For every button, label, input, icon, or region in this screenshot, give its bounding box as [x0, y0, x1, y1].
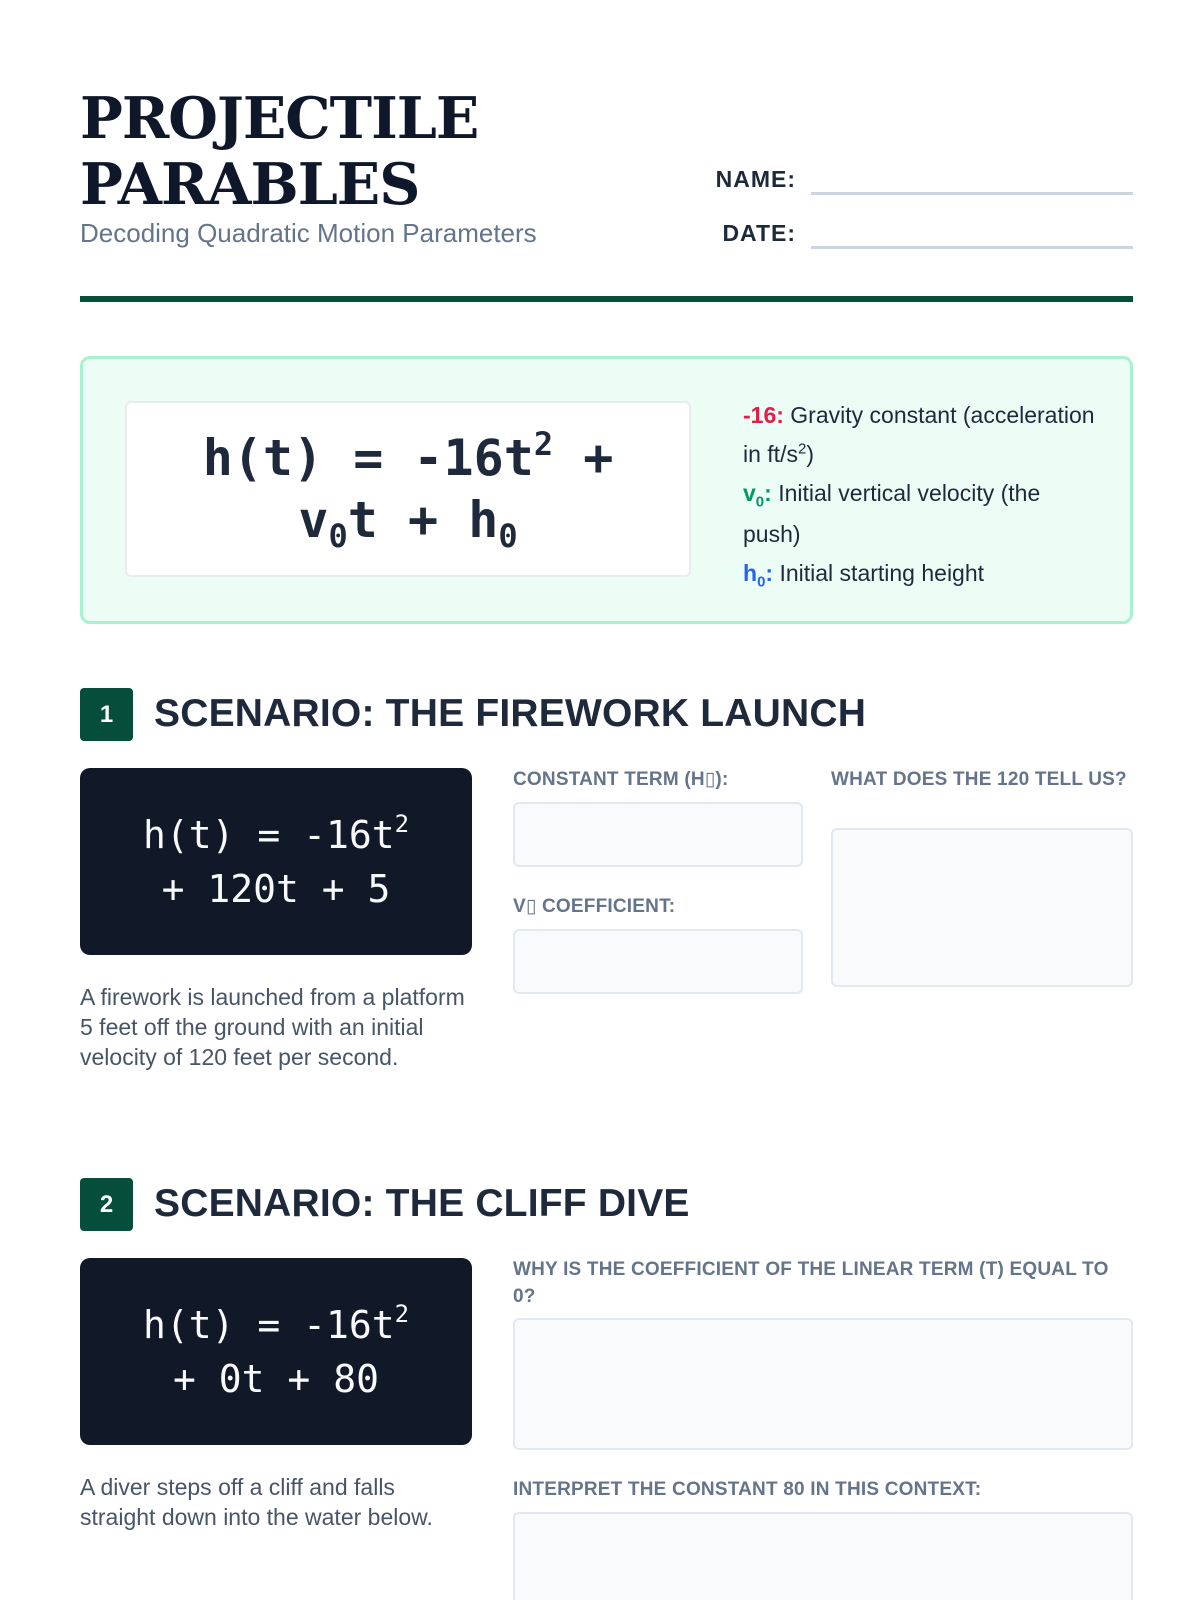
scenario-1-equation: [80, 768, 472, 955]
velocity-key-sub: 0: [755, 493, 765, 511]
velocity-key-colon: :: [764, 479, 772, 506]
constant-term-input[interactable]: [513, 802, 803, 867]
legend-velocity: [743, 477, 1103, 552]
page-subtitle: Decoding Quadratic Motion Parameters: [80, 218, 537, 248]
scenario-2-eq-line-1: h(t) = -16t: [142, 1302, 395, 1347]
velocity-key-letter: v: [743, 479, 756, 506]
scenario-2-eq-line-2: + 0t + 80: [173, 1356, 379, 1401]
scenario-1-eq-exponent: 2: [394, 809, 410, 838]
formula-mid: t + h: [347, 491, 499, 549]
legend-gravity: [743, 399, 1103, 471]
height-key-colon: :: [765, 560, 774, 587]
scenario-2-title: SCENARIO: THE CLIFF DIVE: [154, 1182, 690, 1225]
meaning-120-label: WHAT DOES THE 120 TELL US?: [831, 769, 1127, 790]
meaning-120-input[interactable]: [831, 828, 1133, 987]
constant-term-label: CONSTANT TERM (H▯):: [513, 769, 729, 790]
header-divider: [80, 296, 1133, 302]
scenario-2-header: [80, 1178, 1133, 1232]
scenario-1-eq-line-1: h(t) = -16t: [142, 812, 395, 857]
scenario-1-badge: 1: [80, 688, 133, 741]
scenario-1-title: SCENARIO: THE FIREWORK LAUNCH: [154, 692, 867, 735]
scenario-2-description: A diver steps off a cliff and falls straight down into the water below.: [80, 1474, 433, 1530]
gravity-close: ): [806, 440, 814, 467]
worksheet-header: [80, 86, 1133, 300]
height-desc: Initial starting height: [779, 560, 985, 587]
name-label: NAME:: [715, 166, 796, 192]
formula-v: v: [298, 491, 329, 549]
name-field[interactable]: [811, 192, 1133, 195]
page-title: [80, 86, 640, 218]
formula-legend: [743, 399, 1103, 605]
height-key-sub: 0: [757, 573, 766, 591]
date-field[interactable]: [811, 246, 1133, 249]
velocity-desc: Initial vertical velocity (the push): [743, 479, 1041, 548]
scenario-1-header: [80, 688, 1133, 742]
legend-height: [743, 557, 1103, 599]
v0-coefficient-label: V▯ COEFFICIENT:: [513, 896, 676, 917]
formula-exponent: 2: [533, 425, 554, 463]
date-field-row: [693, 220, 1133, 260]
gravity-key: -16:: [743, 402, 784, 428]
formula-h-sub: 0: [498, 517, 518, 555]
title-line-2: PARABLES: [80, 151, 420, 218]
scenario-1-description: A firework is launched from a platform 5 feet off the ground with an initial velocity of 120 feet per second.: [80, 984, 465, 1070]
formula-lhs: h(t) = -16t: [202, 429, 534, 487]
formula-v-sub: 0: [328, 517, 348, 555]
velocity-key: [743, 479, 772, 511]
height-key-letter: h: [743, 560, 758, 587]
formula-plus: +: [553, 429, 614, 487]
name-field-row: [693, 166, 1133, 206]
scenario-1-eq-line-2: + 120t + 5: [161, 866, 391, 911]
formula-card: [80, 356, 1133, 624]
gravity-desc: [743, 402, 1095, 467]
gravity-desc-text: Gravity constant (acceleration in ft/s: [743, 402, 1095, 467]
v0-coefficient-input[interactable]: [513, 929, 803, 994]
height-key: [743, 560, 774, 591]
gravity-exponent: 2: [797, 440, 807, 457]
worksheet-page: [80, 0, 1133, 1600]
scenario-2-equation: [80, 1258, 472, 1445]
constant-80-label: INTERPRET THE CONSTANT 80 IN THIS CONTEXT:: [513, 1479, 982, 1500]
scenario-2-eq-exponent: 2: [394, 1299, 410, 1328]
general-formula: [125, 401, 691, 577]
title-line-1: PROJECTILE: [80, 85, 479, 152]
linear-term-input[interactable]: [513, 1318, 1133, 1450]
date-label: DATE:: [722, 220, 796, 246]
linear-term-label: WHY IS THE COEFFICIENT OF THE LINEAR TERM (T) EQUAL TO 0?: [513, 1259, 1109, 1307]
scenario-2-badge: 2: [80, 1178, 133, 1231]
constant-80-input[interactable]: [513, 1512, 1133, 1600]
